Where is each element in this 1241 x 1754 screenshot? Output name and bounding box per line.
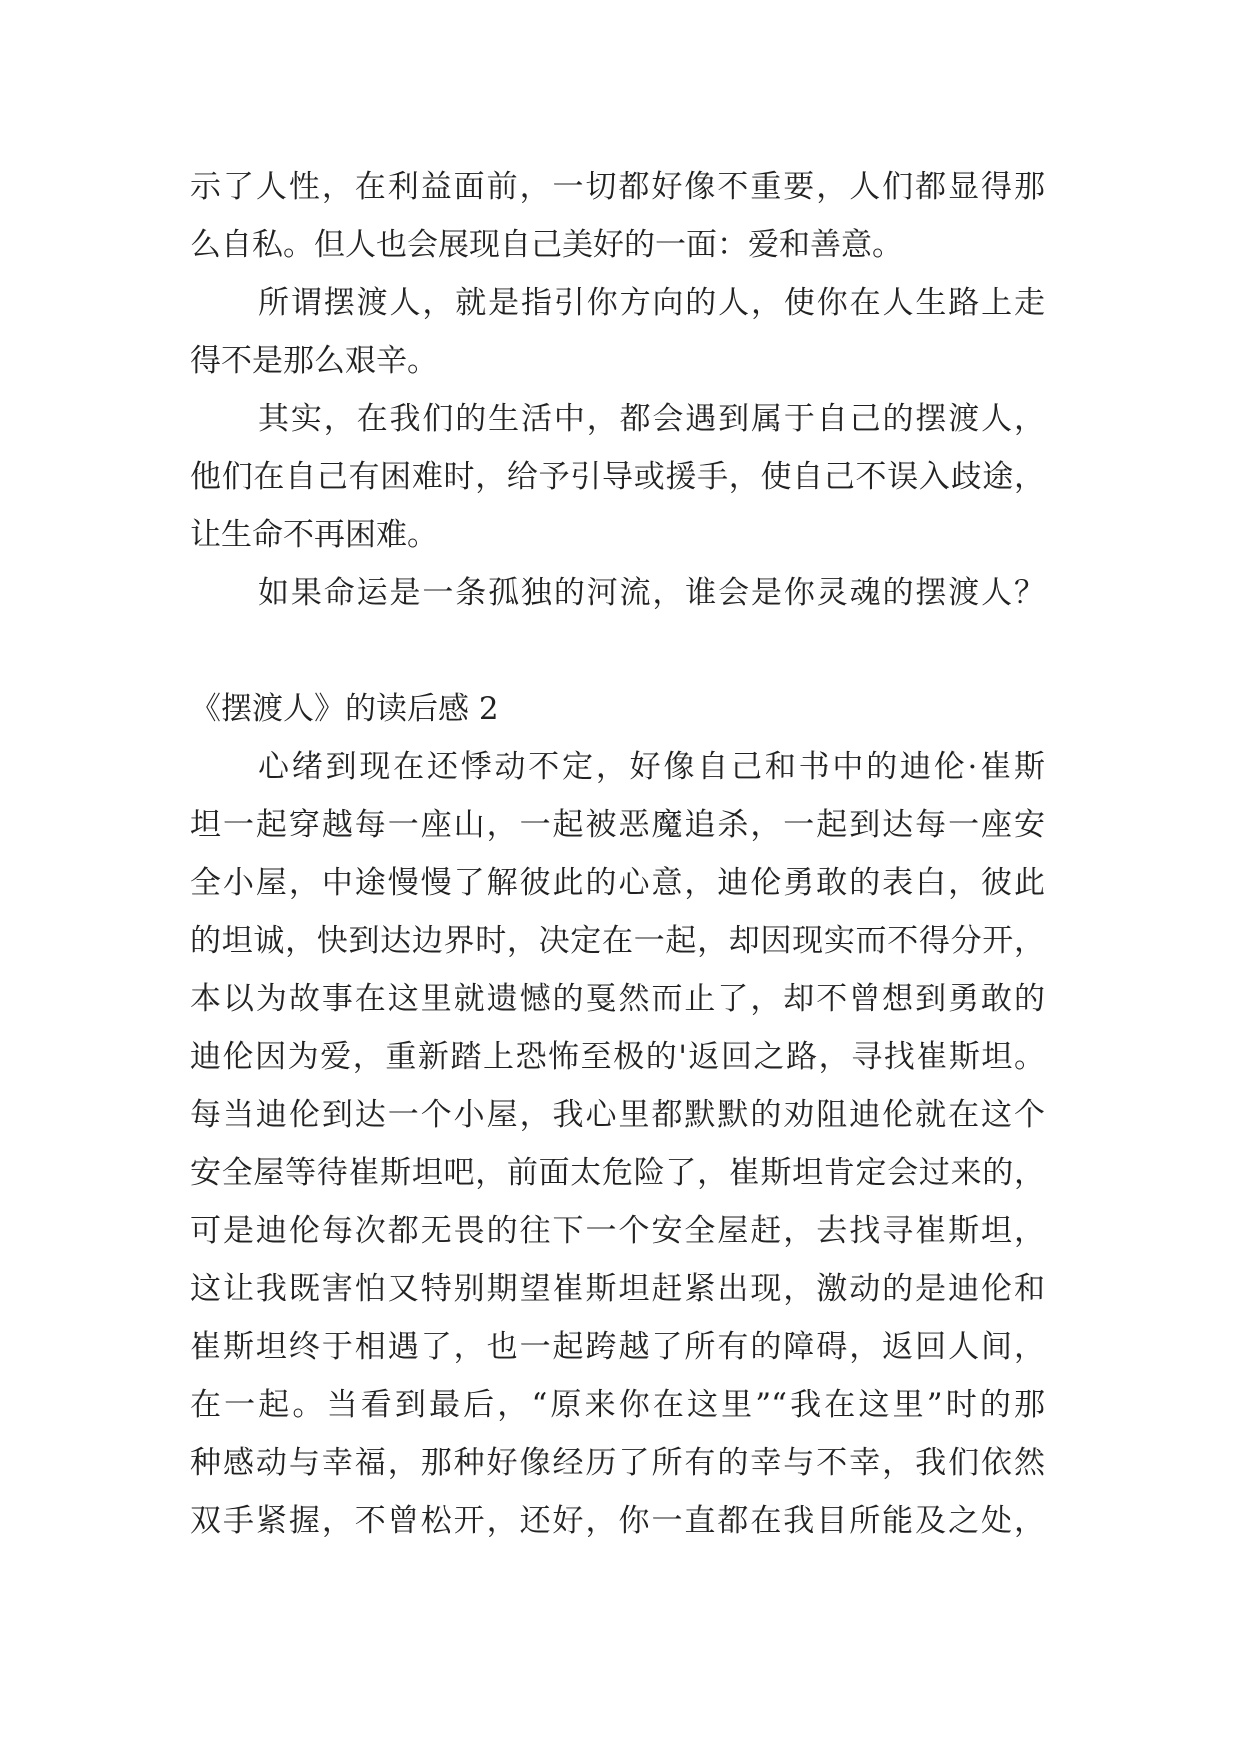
text-line: 的坦诚，快到达边界时，决定在一起，却因现实而不得分开， [190, 923, 1045, 959]
text-line: 安全屋等待崔斯坦吧，前面太危险了，崔斯坦肯定会过来的， [190, 1155, 1045, 1191]
text-line: 全小屋，中途慢慢了解彼此的心意，迪伦勇敢的表白，彼此 [190, 865, 1045, 901]
text-line: 示了人性，在利益面前，一切都好像不重要，人们都显得那 [190, 169, 1045, 205]
text-line: 每当迪伦到达一个小屋，我心里都默默的劝阻迪伦就在这个 [190, 1097, 1045, 1133]
text-line: 么自私。但人也会展现自己美好的一面：爱和善意。 [190, 227, 903, 263]
section-heading: 《摆渡人》的读后感 2 [190, 691, 499, 727]
text-line: 种感动与幸福，那种好像经历了所有的幸与不幸，我们依然 [190, 1445, 1045, 1481]
text-line: 本以为故事在这里就遗憾的戛然而止了，却不曾想到勇敢的 [190, 981, 1045, 1017]
text-line: 心绪到现在还悸动不定，好像自己和书中的迪伦·崔斯 [258, 749, 1045, 785]
text-line: 崔斯坦终于相遇了，也一起跨越了所有的障碍，返回人间， [190, 1329, 1045, 1365]
text-line: 其实，在我们的生活中，都会遇到属于自己的摆渡人， [258, 401, 1045, 437]
text-line: 所谓摆渡人，就是指引你方向的人，使你在人生路上走 [258, 285, 1045, 321]
text-line: 在一起。当看到最后，“原来你在这里”“我在这里”时的那 [190, 1387, 1045, 1423]
text-line: 他们在自己有困难时，给予引导或援手，使自己不误入歧途， [190, 459, 1045, 495]
text-line: 双手紧握，不曾松开，还好，你一直都在我目所能及之处， [190, 1503, 1045, 1539]
text-line: 如果命运是一条孤独的河流，谁会是你灵魂的摆渡人？ [258, 575, 1045, 611]
text-line: 可是迪伦每次都无畏的往下一个安全屋赶，去找寻崔斯坦， [190, 1213, 1045, 1249]
text-line: 迪伦因为爱，重新踏上恐怖至极的'返回之路，寻找崔斯坦。 [190, 1039, 1045, 1075]
text-line: 让生命不再困难。 [190, 517, 438, 553]
text-line: 得不是那么艰辛。 [190, 343, 438, 379]
text-line: 这让我既害怕又特别期望崔斯坦赶紧出现，激动的是迪伦和 [190, 1271, 1045, 1307]
text-line: 坦一起穿越每一座山，一起被恶魔追杀，一起到达每一座安 [190, 807, 1045, 843]
